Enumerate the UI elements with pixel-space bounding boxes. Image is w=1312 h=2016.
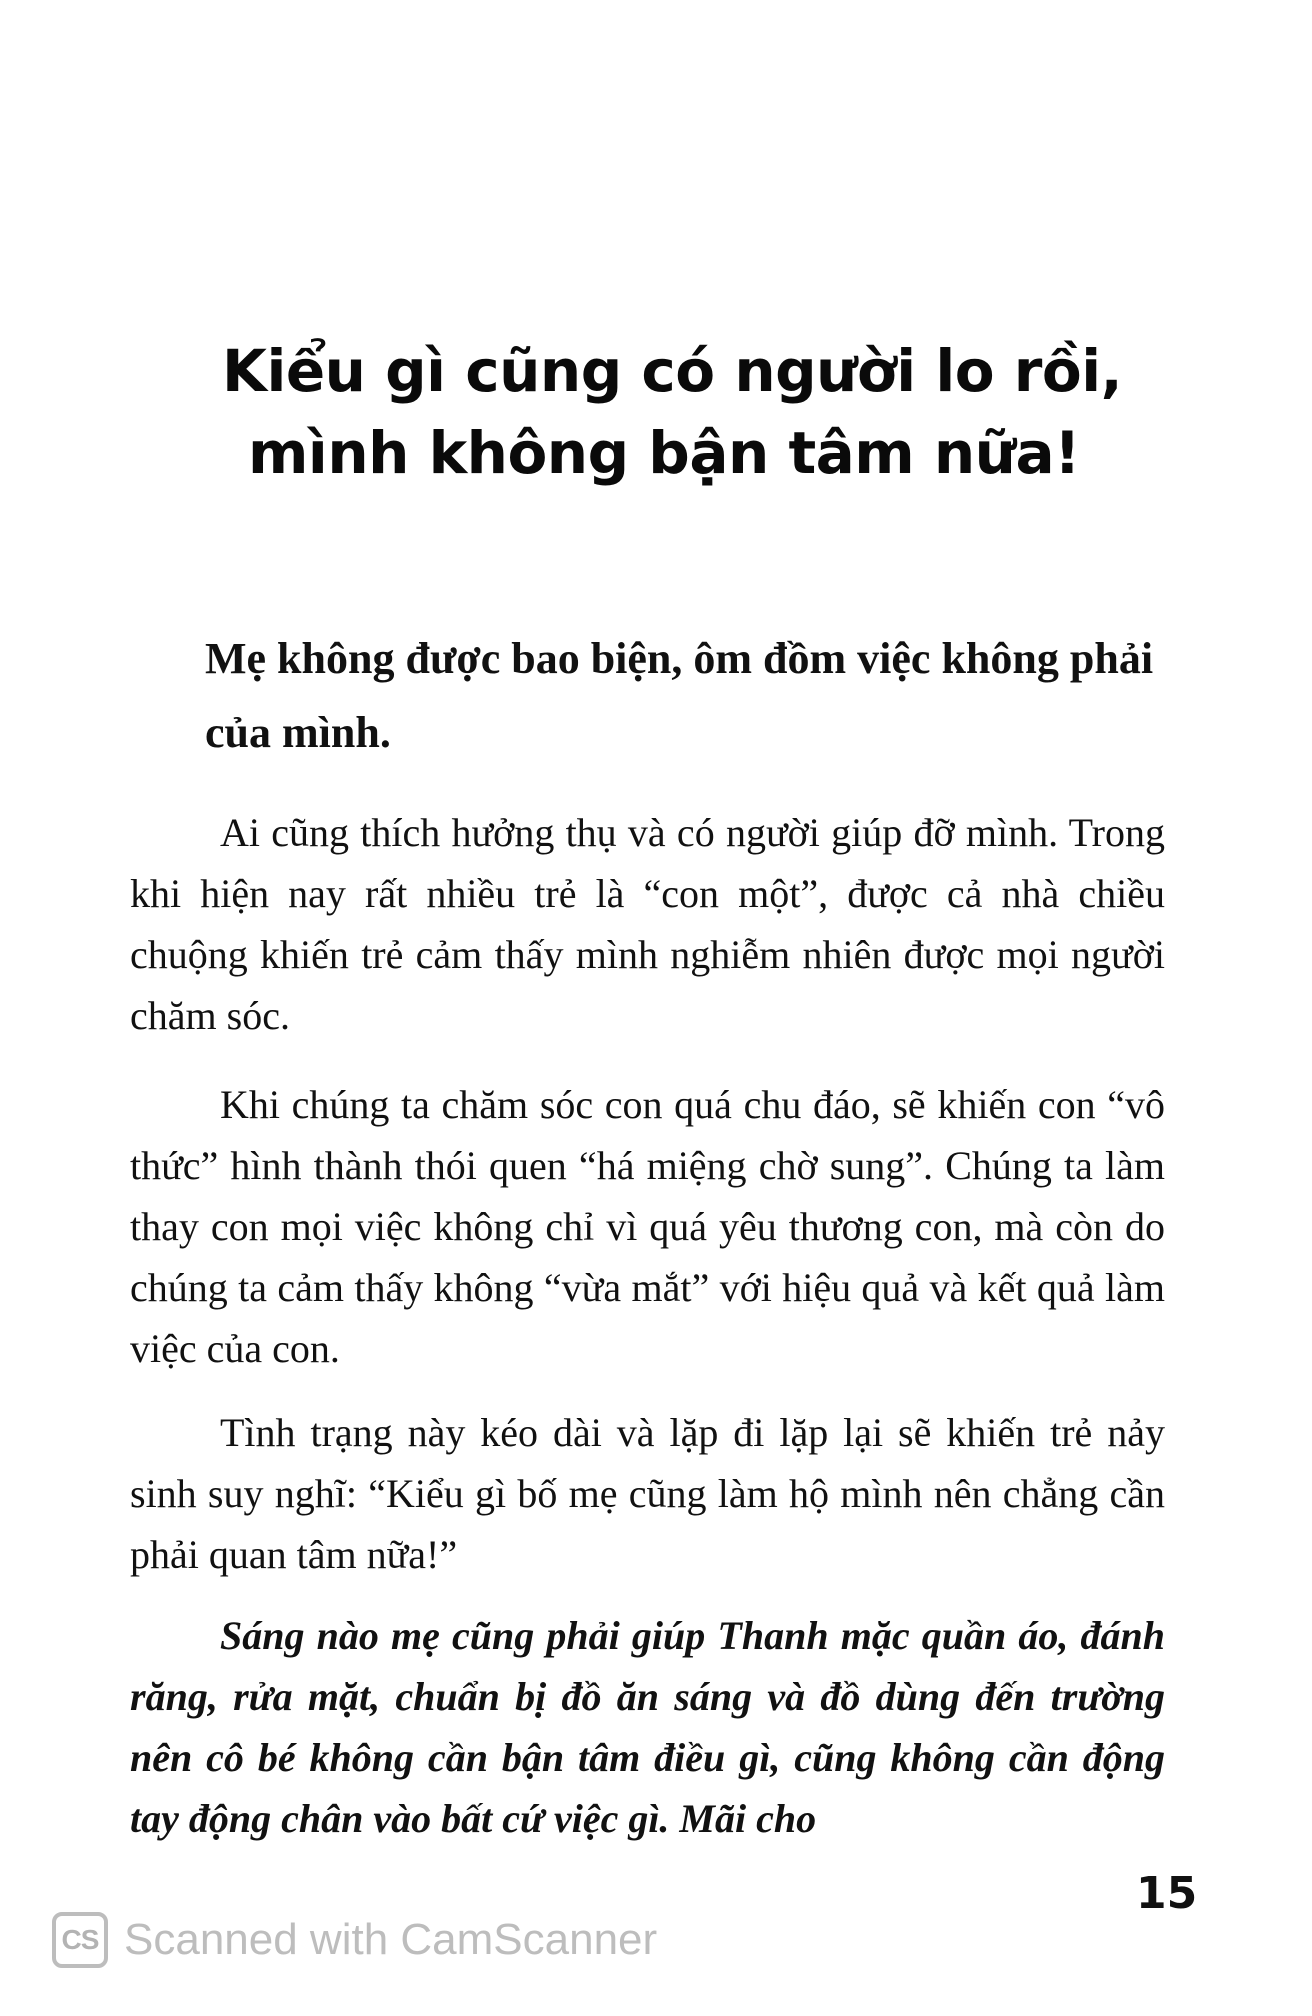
camscanner-logo-icon: CS <box>52 1912 108 1968</box>
example-paragraph-italic: Sáng nào mẹ cũng phải giúp Thanh mặc quần áo, đánh răng, rửa mặt, chuẩn bị đồ ăn sáng và đồ dùng đến trường nên cô bé không cần bận tâm điều gì, cũng không cần động tay động chân vào bất cứ việc gì. Mãi cho <box>130 1613 1165 1841</box>
camscanner-watermark <box>52 1910 657 1970</box>
page-number: 15 <box>1136 1868 1198 1919</box>
chapter-title-line-1: Kiểu gì cũng có người lo rồi, <box>222 337 1123 405</box>
body-paragraph-3: Tình trạng này kéo dài và lặp đi lặp lại sẽ khiến trẻ nảy sinh suy nghĩ: “Kiểu gì bố mẹ cũng làm hộ mình nên chẳng cần phải quan tâm nữa!” <box>130 1410 1165 1577</box>
watermark-text: Scanned with CamScanner <box>124 1915 658 1964</box>
chapter-title-line-2: mình không bận tâm nữa! <box>248 419 1081 487</box>
body-paragraph-2: Khi chúng ta chăm sóc con quá chu đáo, sẽ khiến con “vô thức” hình thành thói quen “há miệng chờ sung”. Chúng ta làm thay con mọi việc không chỉ vì quá yêu thương con, mà còn do chúng ta cảm thấy không “vừa mắt” với hiệu quả và kết quả làm việc của con. <box>130 1082 1165 1371</box>
section-subheading: Mẹ không được bao biện, ôm đồm việc không phải của mình. <box>205 634 1154 757</box>
body-paragraph-1: Ai cũng thích hưởng thụ và có người giúp đỡ mình. Trong khi hiện nay rất nhiều trẻ là “con một”, được cả nhà chiều chuộng khiến trẻ cảm thấy mình nghiễm nhiên được mọi người chăm sóc. <box>130 810 1165 1038</box>
chapter-title <box>200 330 1160 494</box>
